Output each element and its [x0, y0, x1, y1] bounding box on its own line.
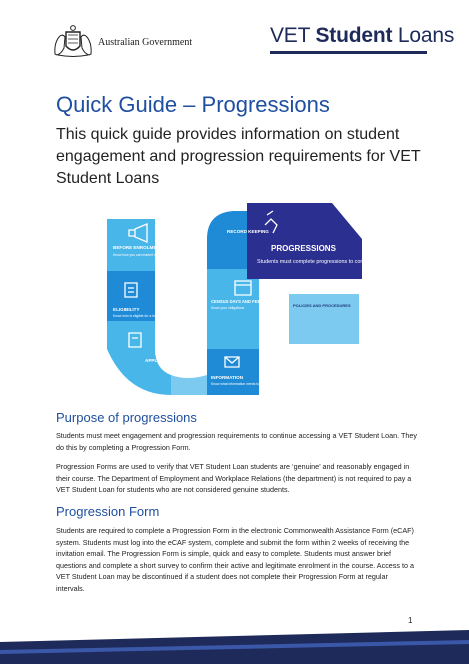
step-policies-bg [289, 294, 359, 344]
step-text-census: Know your obligations [211, 306, 245, 310]
step-label-census: CENSUS DAYS AND FEE PERIODS [211, 299, 281, 304]
step-text-before-enrolment: Know how you can market VET Student Loans [113, 253, 184, 257]
progressions-infographic [107, 199, 413, 395]
page-header [0, 0, 469, 78]
section-heading-progression-form: Progression Form [56, 504, 160, 519]
page-title: Quick Guide – Progressions [56, 92, 330, 117]
government-name: Australian Government [98, 37, 193, 48]
paragraph-purpose-1: Students must meet engagement and progression requirements to continue accessing a VET Student Loan. They do this by completing a Progression Form. [56, 431, 417, 452]
brand-suffix: Loans [392, 24, 455, 47]
paragraph-progression-form: Students are required to complete a Progression Form in the electronic Commonwealth Assistance Form (eCAF) system. Students must log into the eCAF system, complete and submit the form within 2 weeks of receiving the invitation email. The Progression Form is simple, quick and easy to complete. Students must answer brief questions and complete a short survey to confirm their active and legitimate enrolment in the course. Access to a VET Student Loan may be discontinued if a student does not complete their Progression Form at regular intervals. [56, 526, 414, 593]
page-number: 1 [408, 616, 413, 625]
step-bottom-curve [171, 375, 207, 395]
step-text-information: Know what information needs to be provided to enrolled students [211, 382, 309, 386]
step-text-progressions: Students must complete progressions to continue receiving loans [257, 259, 413, 265]
page-subtitle: This quick guide provides information on student engagement and progression requirements for VET Student Loans [56, 126, 421, 187]
brand-prefix: VET [270, 24, 316, 47]
step-label-eligibility: ELIGIBILITY [113, 307, 140, 312]
paragraph-purpose-2: Progression Forms are used to verify that VET Student Loan students are ‘genuine’ and reasonably engaged in their course. The Department of Employment and Workplace Relations (the department) is not required to pay a VET Student Loan for students who are not considered genuine students. [56, 462, 412, 494]
step-information-bg [207, 349, 259, 395]
step-label-applications: APPLICATIONS [145, 358, 179, 363]
step-label-before-enrolment: BEFORE ENROLMENT [113, 245, 163, 250]
brand-bold: Student [315, 24, 393, 47]
australian-government-logo [52, 24, 202, 60]
step-text-eligibility: Know who is eligible for a loan [113, 314, 159, 318]
coat-of-arms-icon [52, 24, 94, 58]
vet-student-loans-logo [270, 24, 454, 48]
step-label-policies: POLICIES AND PROCEDURES [293, 303, 351, 308]
step-label-record-keeping: RECORD KEEPING [227, 229, 269, 234]
brand-underline [270, 51, 427, 54]
section-heading-purpose: Purpose of progressions [56, 410, 197, 425]
footer-band [0, 628, 469, 664]
step-label-progressions: PROGRESSIONS [271, 244, 336, 253]
step-label-information: INFORMATION [211, 375, 244, 380]
step-progressions-bg [247, 203, 362, 279]
